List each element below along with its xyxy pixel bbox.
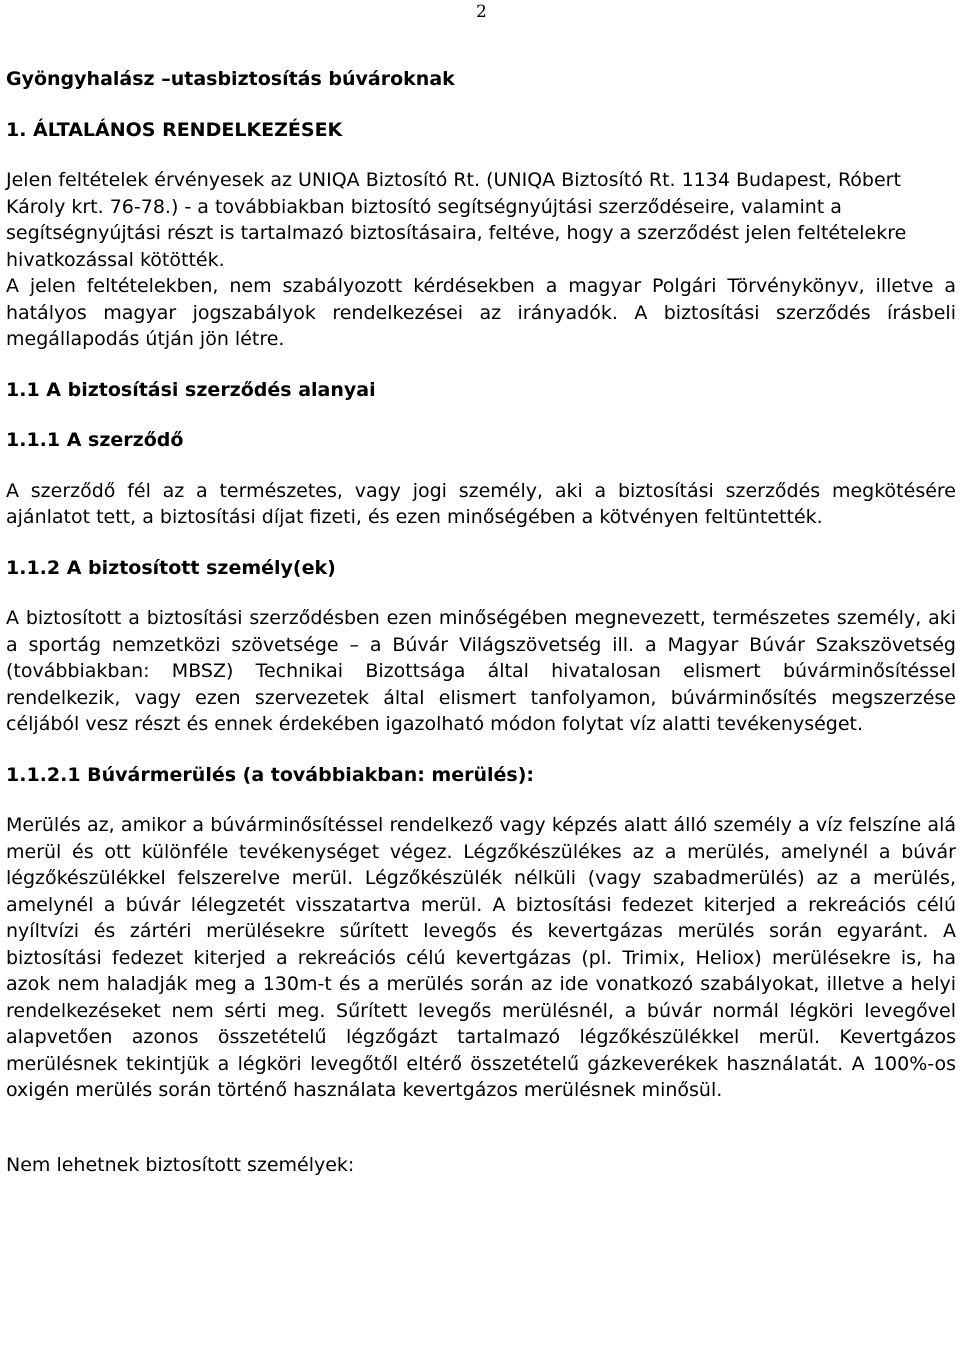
section-1-heading: 1. ÁLTALÁNOS RENDELKEZÉSEK: [6, 118, 343, 141]
section-1-1-1-heading: 1.1.1 A szerződő: [6, 429, 184, 451]
section-1-1-2-text: A biztosított a biztosítási szerződésben ezen minőségében megnevezett, természetes személy, aki a sportág nemzetközi szövetsége – a Búvár Világszövetség ill. a Magyar Búvár Szakszövetség (továbbiakban: MBSZ) Technikai Bizottsága által hivatalosan elismert búvárminősítéssel rendelkezik, vagy ezen szervezetek által elismert tanfolyamon, búvárminősítés megszerzése céljából vesz részt és ennek érdekében igazolható módon folytat víz alatti tevékenységet.: [6, 607, 956, 735]
page-number: 2: [476, 2, 487, 22]
document-title: Gyöngyhalász –utasbiztosítás búvároknak: [6, 68, 455, 90]
closing-line: Nem lehetnek biztosított személyek:: [6, 1153, 355, 1176]
section-1-1-2-1-text: Merülés az, amikor a búvárminősítéssel rendelkező vagy képzés alatt álló személy a víz felszíne alá merül és ott különféle tevékenységet végez. Légzőkészülékes az a merülés, amelynél a búvár légzőkészülékkel felszerelve merül. Légzőkészülék nélküli (vagy szabadmerülés) az a merülés, amelynél a búvár lélegzetét visszatartva merül. A biztosítási fedezet kiterjed a rekreációs célú nyíltvízi és zártéri merülésekre sűrített levegős és kevertgázas merülés során egyaránt. A biztosítási fedezet kiterjed a rekreációs célú kevertgázas (pl. Trimix, Heliox) merülésekre is, ha azok nem haladják meg a 130m-t és a merülés során az ide vonatkozó szabályokat, illetve a helyi rendelkezéseket nem sérti meg. Sűrített levegős merülésnél, a búvár normál légköri levegővel alapvetően azonos összetételű légzőgázt tartalmazó légzőkészülékkel merül. Kevertgázos merülésnek tekintjük a légköri levegőtől eltérő összetételű gázkeverékek használatát. A 100%-os oxigén merülés során történő használata kevertgázos merülésnek minősül.: [6, 814, 956, 1101]
intro-paragraph-2: A jelen feltételekben, nem szabályozott kérdésekben a magyar Polgári Törvénykönyv, illetve a hatályos magyar jogszabályok rendelkezései az irányadók. A biztosítási szerződés írásbeli megállapodás útján jön létre.: [6, 275, 956, 350]
section-1-1-2-1-heading: 1.1.2.1 Búvármerülés (a továbbiakban: merülés):: [6, 763, 535, 786]
section-1-1-2-heading: 1.1.2 A biztosított személy(ek): [6, 556, 336, 579]
section-1-1-1-text: A szerződő fél az a természetes, vagy jogi személy, aki a biztosítási szerződés megkötésére ajánlatot tett, a biztosítási díjat fizeti, és ezen minőségében a kötvényen feltüntették.: [6, 479, 956, 528]
intro-paragraph: Jelen feltételek érvényesek az UNIQA Biztosító Rt. (UNIQA Biztosító Rt. 1134 Budapest, Róbert Károly krt. 76-78.) - a továbbiakban biztosító segítségnyújtási szerződéseire, valamint a segítségnyújtási részt is tartalmazó biztosításaira, feltéve, hogy a szerződést jelen feltételekre hivatkozással kötötték.: [6, 169, 907, 271]
document-body: [6, 66, 956, 1178]
section-1-1-heading: 1.1 A biztosítási szerződés alanyai: [6, 378, 376, 401]
